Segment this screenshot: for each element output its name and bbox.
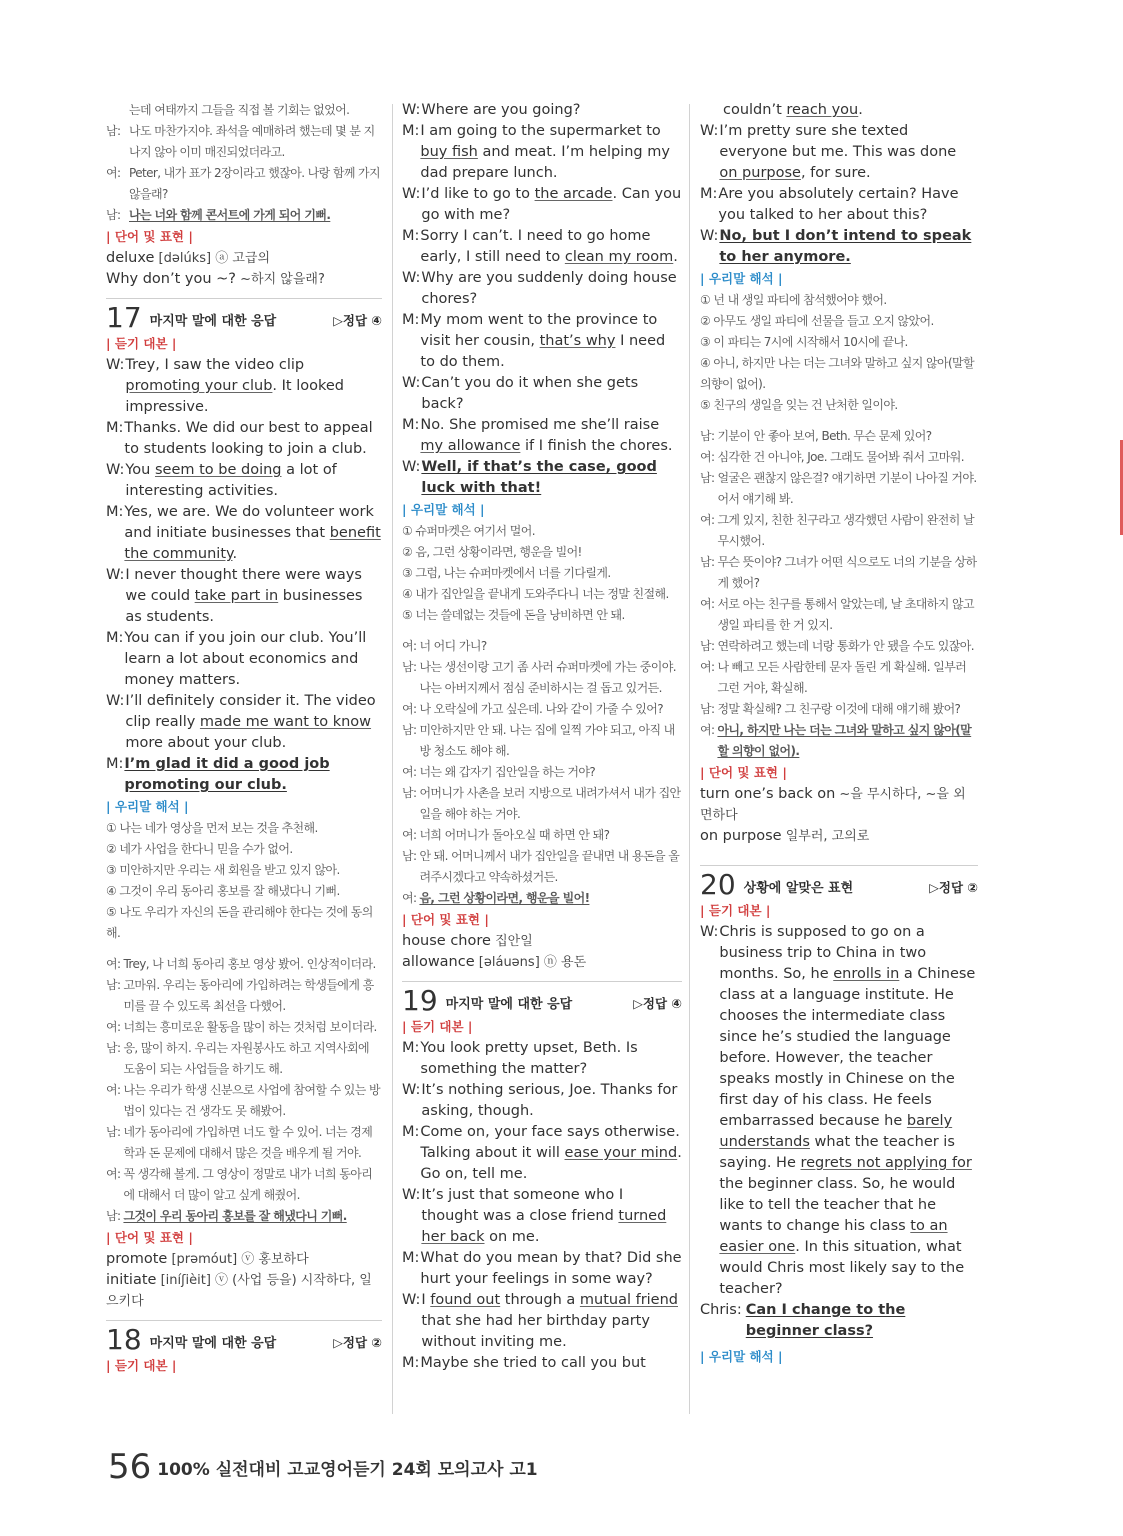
vocab-item: on purpose 일부러, 고의로 [700, 828, 870, 844]
translation-label: | 우리말 해석 | [700, 1349, 783, 1364]
script-label: | 듣기 대본 | [106, 336, 177, 351]
page-footer [108, 1447, 538, 1487]
vocab-label: | 단어 및 표현 | [106, 229, 193, 244]
vocab-item: house chore 집안일 [402, 933, 533, 949]
translation-18: 여: 너 어디 가니? 남: 나는 생선이랑 고기 좀 사러 슈퍼마켓에 가는 중이야. 나는 아버지께서 점심 준비하시는 걸 돕고 있거든. 여: 나 오락실에 가고 싶은데. 나와 같이 가줄 수 있어? 남: 미안하지만 안 돼. 나는 집에 일찍 가야 되고, 아직 내 방 청소도 해야 해. 여: 너는 왜 갑자기 집안일을 하는 거야? 남: 어머니가 사촌을 보러 지방으로 내려가셔서 내가 집안일을 해야 하는 거야. 여: 너희 어머니가 돌아오실 때 하면 안 돼? 남: 안 돼. 어머니께서 내가 집안일을 끝내면 내 용돈을 올려주시겠다고 약속하셨거든. 여: 음, 그런 상황이라면, 행운을 빌어! [402, 639, 681, 905]
vocab-item: deluxe [dəlúks] ⓐ 고급의 [106, 250, 271, 266]
question-header-18: 18 마지막 말에 대한 응답 ▷정답 ② [106, 1320, 382, 1355]
vocab-label: | 단어 및 표현 | [106, 1230, 193, 1245]
script-17: W: Trey, I saw the video clip promoting your club. It looked impressive. M: Thanks. We did our best to appeal to students looking to join a club. W: You seem to be doing a lot of interesting activities. M: Yes, we are. We do volunteer work and initiate businesses that benefit the community. W: I never thought there were ways we could take part in businesses as students. M: You can if you join our club. You’ll learn a lot about economics and money matters. W: I’ll definitely consider it. The video clip really made me want to know more about your club. M: I’m glad it did a good job promoting our club. [106, 357, 381, 793]
dialogue-line: 남: 나도 마찬가지야. 좌석을 예매하려 했는데 몇 분 지나지 않아 이미 매진되었더라고. [106, 124, 375, 159]
vocab-item: allowance [əláuəns] ⓝ 용돈 [402, 954, 587, 970]
translation-options-17: ① 나는 네가 영상을 먼저 보는 것을 추천해. ② 네가 사업을 한다니 믿을 수가 없어. ③ 미안하지만 우리는 새 회원을 받고 있지 않아. ④ 그것이 우리 동아리 홍보를 잘 해냈다니 기뻐. ⑤ 나도 우리가 자신의 돈을 관리해야 한다는 것에 동의해. [106, 821, 373, 940]
vocab-label: | 단어 및 표현 | [700, 765, 787, 780]
translation-options-19: ① 넌 내 생일 파티에 참석했어야 했어. ② 아무도 생일 파티에 선물을 들고 오지 않았어. ③ 이 파티는 7시에 시작해서 10시에 끝나. ④ 아니, 하지만 나는 더는 그녀와 말하고 싶지 않아(말할 의향이 없어). ⑤ 친구의 생일을 잊는 건 난처한 일이야. [700, 293, 975, 412]
book-title: 100% 실전대비 고교영어듣기 24회 모의고사 고1 [157, 1460, 538, 1480]
script-label: | 듣기 대본 | [700, 903, 771, 918]
question-header-20: 20 상황에 알맞은 표현 ▷정답 ② [700, 865, 978, 900]
translation-label: | 우리말 해석 | [106, 799, 189, 814]
translation-options-18: ① 슈퍼마켓은 여기서 멀어. ② 음, 그런 상황이라면, 행운을 빌어! ③ 그럼, 나는 슈퍼마켓에서 너를 기다릴게. ④ 내가 집안일을 끝내게 도와주다니 너는 정말 친절해. ⑤ 너는 쓸데없는 것들에 돈을 낭비하면 안 돼. [402, 524, 669, 622]
vocab-item: turn one’s back on ~을 무시하다, ~을 외면하다 [700, 786, 966, 823]
script-19: M: You look pretty upset, Beth. Is something the matter? W: It’s nothing serious, Joe. Thanks for asking, though. M: Come on, your face says otherwise. Talking about it will ease your mind. Go on, tell me. W: It’s just that someone who I thought was a close friend turned her back on me. M: What do you mean by that? Did she hurt your feelings in some way? W: I found out through a mutual friend that she had her birthday party without inviting me. M: Maybe she tried to call you but [402, 1040, 682, 1371]
column-3 [700, 100, 978, 1368]
translation-19: 남: 기분이 안 좋아 보여, Beth. 무슨 문제 있어? 여: 심각한 건 아니야, Joe. 그래도 물어봐 줘서 고마워. 남: 얼굴은 괜찮지 않은걸? 얘기하면 기분이 나아질 거야. 어서 얘기해 봐. 여: 그게 있지, 친한 친구라고 생각했던 사람이 완전히 날 무시했어. 남: 무슨 뜻이야? 그녀가 어떤 식으로도 너의 기분을 상하게 했어? 여: 서로 아는 친구를 통해서 알았는데, 날 초대하지 않고 생일 파티를 한 거 있지. 남: 연락하려고 했는데 너랑 통화가 안 됐을 수도 있잖아. 여: 나 빼고 모든 사람한테 문자 돌린 게 확실해. 일부러 그런 거야, 확실해. 남: 정말 확실해? 그 친구랑 이것에 대해 얘기해 봤어? 여: 아니, 하지만 나는 더는 그녀와 말하고 싶지 않아(말할 의향이 없어). [700, 429, 977, 758]
script-18: W: Where are you going? M: I am going to the supermarket to buy fish and meat. I’m helping my dad prepare lunch. W: I’d like to go to the arcade. Can you go with me? M: Sorry I can’t. I need to go home early, I still need to clean my room. W: Why are you suddenly doing house chores? M: My mom went to the province to visit her cousin, that’s why I need to do them. W: Can’t you do it when she gets back? M: No. She promised me she’ll raise my allowance if I finish the chores. W: Well, if that’s the case, good luck with that! [402, 102, 682, 496]
script-label: | 듣기 대본 | [106, 1358, 177, 1373]
answer-line: 남: 나는 너와 함께 콘서트에 가게 되어 기뻐. [106, 208, 331, 222]
vocab-label: | 단어 및 표현 | [402, 912, 489, 927]
column-divider [689, 104, 690, 1414]
page-number: 56 [108, 1447, 152, 1487]
vocab-item: initiate [iníʃièit] ⓥ (사업 등을) 시작하다, 일으키다 [106, 1272, 372, 1309]
vocab-item: Why don’t you ~? ~하지 않을래? [106, 271, 325, 287]
script-19-continued: couldn’t reach you. W: I’m pretty sure she texted everyone but me. This was done on purpose, for sure. M: Are you absolutely certain? Have you talked to her about this? W: No, but I don’t intend to speak to her anymore. [700, 102, 972, 265]
translation-label: | 우리말 해석 | [700, 271, 783, 286]
translation-label: | 우리말 해석 | [402, 502, 485, 517]
column-2 [402, 100, 682, 1374]
vocab-item: promote [prəmóut] ⓥ 홍보하다 [106, 1251, 309, 1267]
column-divider [392, 104, 393, 1414]
translation-17: 여: Trey, 나 너희 동아리 홍보 영상 봤어. 인상적이더라. 남: 고마워. 우리는 동아리에 가입하려는 학생들에게 흥미를 끌 수 있도록 최선을 다했어. 여: 너희는 흥미로운 활동을 많이 하는 것처럼 보이더라. 남: 응, 많이 하지. 우리는 자원봉사도 하고 지역사회에 도움이 되는 사업들을 하기도 해. 여: 나는 우리가 학생 신분으로 사업에 참여할 수 있는 방법이 있다는 건 생각도 못 해봤어. 남: 네가 동아리에 가입하면 너도 할 수 있어. 너는 경제학과 돈 문제에 대해서 많은 것을 배우게 될 거야. 여: 꼭 생각해 볼게. 그 영상이 정말로 내가 너희 동아리에 대해서 더 많이 알고 싶게 해줬어. 남: 그것이 우리 동아리 홍보를 잘 해냈다니 기뻐. [106, 957, 380, 1223]
dialogue-line: 는데 여태까지 그들을 직접 볼 기회는 없었어. [129, 103, 350, 117]
dialogue-line: 여: Peter, 내가 표가 2장이라고 했잖아. 나랑 함께 가지 않을래? [106, 166, 381, 201]
column-1 [106, 100, 382, 1377]
script-label: | 듣기 대본 | [402, 1019, 473, 1034]
question-header-17: 17 마지막 말에 대한 응답 ▷정답 ④ [106, 298, 382, 333]
script-20: W: Chris is supposed to go on a business trip to China in two months. So, he enrolls in a Chinese class at a language institute. He chooses the intermediate class since he’s studied the language before. However, the teacher speaks mostly in Chinese on the first day of his class. He feels embarrassed because he barely understands what the teacher is saying. He regrets not applying for the beginner class. So, he would like to tell the teacher that he wants to change his class to an easier one. In this situation, what would Chris most likely say to the teacher? Chris: Can I change to the beginner class? [700, 924, 976, 1339]
question-header-19: 19 마지막 말에 대한 응답 ▷정답 ④ [402, 981, 682, 1016]
